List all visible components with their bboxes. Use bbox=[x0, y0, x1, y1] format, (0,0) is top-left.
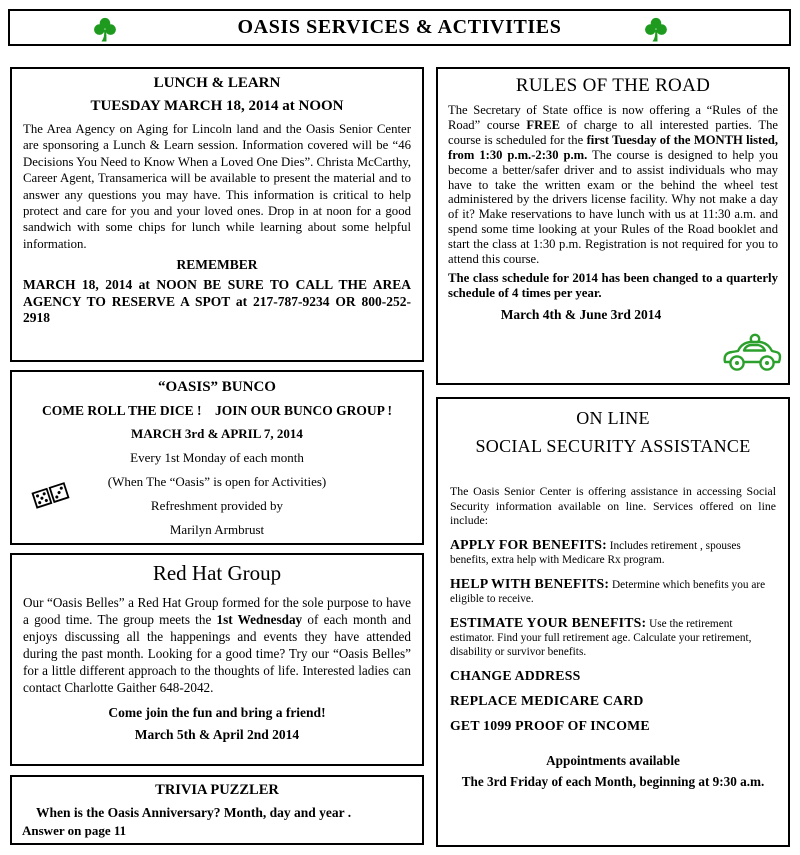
page-title: OASIS SERVICES & ACTIVITIES bbox=[237, 16, 562, 38]
red-hat-group-section bbox=[10, 553, 424, 766]
trivia-puzzler-section bbox=[10, 775, 424, 845]
rules-schedule-note: The class schedule for 2014 has been changed to a quarterly schedule of 4 times per year. bbox=[448, 270, 778, 301]
trivia-answer-note: Answer on page 11 bbox=[22, 823, 127, 838]
lunch-title: LUNCH & LEARN bbox=[153, 75, 281, 91]
text-segment-bold: 1st Wednesday bbox=[216, 612, 303, 627]
ss-schedule: The 3rd Friday of each Month, beginning at 9:30 a.m. bbox=[461, 773, 765, 789]
ss-item-estimate bbox=[450, 616, 776, 659]
social-security-section bbox=[436, 397, 790, 847]
red-hat-title: Red Hat Group bbox=[152, 561, 282, 585]
bunco-schedule: Every 1st Monday of each month bbox=[130, 450, 304, 465]
text-segment-bold: first Tuesday of the MONTH listed, from 1:30 p.m.-2:30 p.m. bbox=[448, 132, 778, 162]
text-segment-bold: FREE bbox=[526, 117, 560, 132]
red-hat-body bbox=[23, 594, 411, 696]
bunco-note: (When The “Oasis” is open for Activities) bbox=[107, 474, 327, 489]
lunch-call-to-action: MARCH 18, 2014 at NOON BE SURE TO CALL THE AREA AGENCY TO RESERVE A SPOT at 217-787-9234 OR 800-252-2918 bbox=[23, 277, 411, 326]
ss-item-help bbox=[450, 577, 776, 606]
bunco-invite-line: COME ROLL THE DICE ! JOIN OUR BUNCO GROUP ! bbox=[41, 403, 393, 418]
bunco-title: “OASIS” BUNCO bbox=[158, 379, 276, 395]
page-header bbox=[8, 9, 791, 46]
car-icon bbox=[721, 331, 783, 380]
ss-item-desc: Includes retirement , spouses benefits, extra help with Medicare Rx program. bbox=[450, 539, 741, 566]
rules-dates: March 4th & June 3rd 2014 bbox=[500, 307, 662, 323]
lunch-remember: REMEMBER bbox=[176, 257, 258, 273]
red-hat-invite: Come join the fun and bring a friend! bbox=[108, 705, 326, 720]
ss-item-change-address bbox=[450, 669, 776, 684]
text-segment: of each month and enjoys discussing all the happenings and events they have attended during the past month. Looking for a good time? Try our “Oasis Belles” for a little different approach to the thoughts of life. Interested ladies can contact Charlotte Gaither 648-2042. bbox=[23, 612, 411, 695]
trivia-question: When is the Oasis Anniversary? Month, day and year . bbox=[36, 805, 352, 820]
red-hat-dates: March 5th & April 2nd 2014 bbox=[134, 727, 300, 742]
ss-item-label: APPLY FOR BENEFITS: bbox=[450, 536, 607, 552]
ss-item-desc: Use the retirement estimator. Find your full retirement age. Calculate your retirement, disability or survivor benefits. bbox=[450, 617, 752, 658]
lunch-body: The Area Agency on Aging for Lincoln land and the Oasis Senior Center are sponsoring a Lunch & Learn session. Information covered will be “46 Decisions You Need to Know When a Loved One Dies”. Christa McCarthy, Career Agent, Transamerica will be available to present the material and to answer any questions you may have. This information is critical to help protect and care for you and your loved ones. Drop in at noon for a good sandwich with some chips for lunch while learning about some helpful information. bbox=[23, 122, 411, 251]
ss-title-line1: ON LINE bbox=[576, 408, 650, 428]
bunco-section bbox=[10, 370, 424, 545]
ss-appointments: Appointments available bbox=[546, 752, 680, 768]
bunco-host: Marilyn Armbrust bbox=[169, 522, 265, 537]
ss-item-label: GET 1099 PROOF OF INCOME bbox=[450, 717, 650, 733]
text-segment: The course is designed to help you become a better/safer driver and to assist individuals who may have to take the written exam or the behind the wheel test administered by the drivers license facility. Why not make a day of it? Make reservations to have lunch with us at 11:30 a.m. and spend some time looking at your Rules of the Road booklet and start the class at 1:30 p.m. Registration is not required for you to attend this course. bbox=[448, 147, 778, 267]
lunch-subtitle: TUESDAY MARCH 18, 2014 at NOON bbox=[90, 98, 344, 114]
dice-icon: ⚄⚂ bbox=[28, 479, 72, 515]
ss-item-desc: Determine which benefits you are eligible to receive. bbox=[450, 578, 766, 605]
ss-item-label: REPLACE MEDICARE CARD bbox=[450, 692, 644, 708]
ss-item-label: CHANGE ADDRESS bbox=[450, 667, 581, 683]
ss-item-replace-card bbox=[450, 694, 776, 709]
bunco-refreshment: Refreshment provided by bbox=[150, 498, 284, 513]
ss-item-apply bbox=[450, 538, 776, 567]
ss-item-label: ESTIMATE YOUR BENEFITS: bbox=[450, 614, 647, 630]
bunco-dates: MARCH 3rd & APRIL 7, 2014 bbox=[131, 426, 303, 441]
ss-title-line2: SOCIAL SECURITY ASSISTANCE bbox=[475, 436, 751, 456]
lunch-and-learn-section bbox=[10, 67, 424, 362]
ss-item-label: HELP WITH BENEFITS: bbox=[450, 575, 610, 591]
rules-title: RULES OF THE ROAD bbox=[515, 75, 711, 96]
trivia-title: TRIVIA PUZZLER bbox=[155, 782, 279, 798]
rules-body bbox=[448, 103, 778, 267]
text-segment: Our “Oasis Belles” a Red Hat Group formed for the sole purpose to have a good time. The group meets the bbox=[23, 595, 411, 627]
rules-of-the-road-section bbox=[436, 67, 790, 385]
shamrock-icon bbox=[94, 17, 116, 43]
ss-item-1099 bbox=[450, 719, 776, 734]
text-segment: The Secretary of State office is now offering a “Rules of the Road” course bbox=[448, 103, 778, 132]
shamrock-icon bbox=[645, 17, 667, 43]
ss-intro: The Oasis Senior Center is offering assistance in accessing Social Security information available on line. Services offered on line include: bbox=[450, 484, 776, 528]
text-segment: of charge to all interested parties. The course is scheduled for the bbox=[448, 117, 778, 147]
